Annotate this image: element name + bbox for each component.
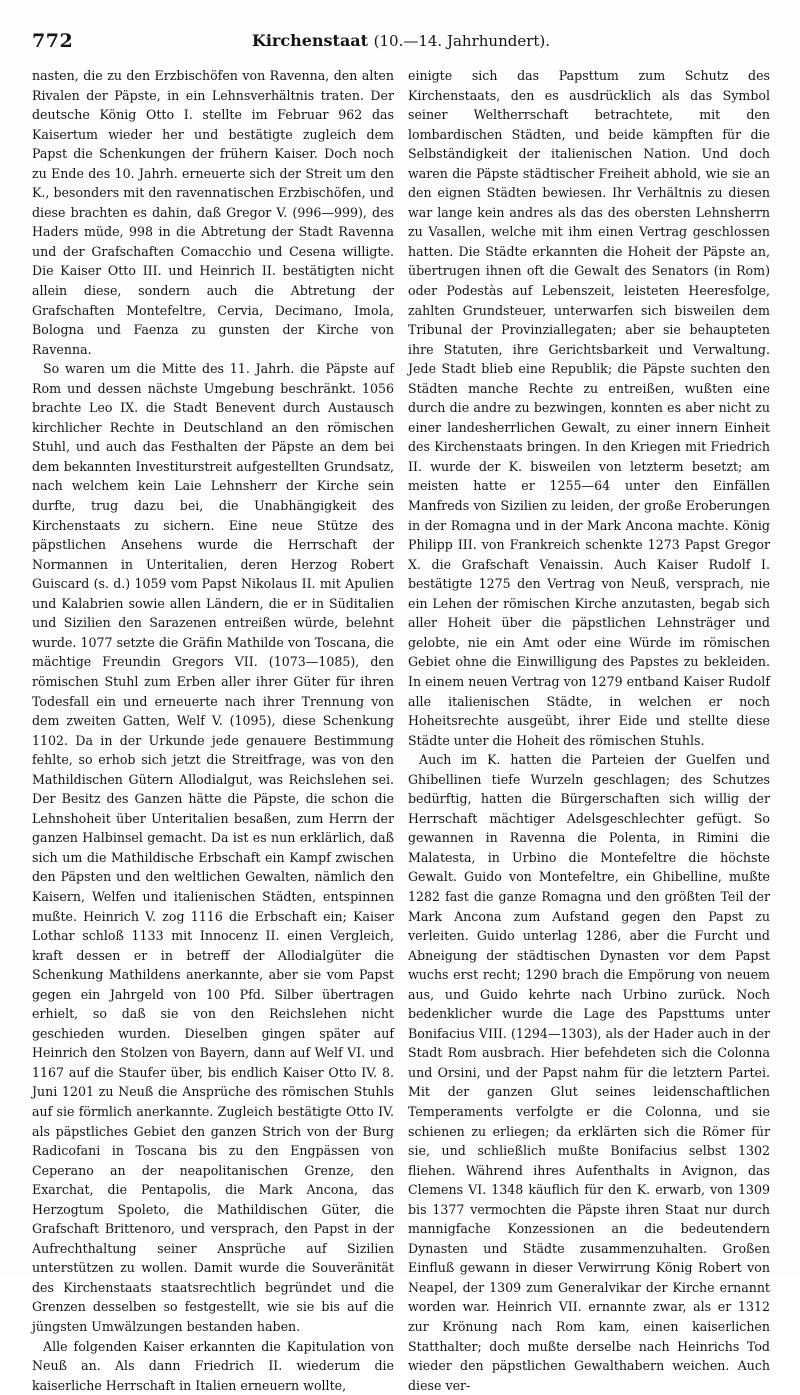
text-columns: [32, 66, 770, 1393]
paragraph: Alle folgenden Kaiser erkannten die Kapitulation von Neuß an. Als dann Friedrich II. wiederum die kaiserliche Herrschaft in Italien erneuern wollte,: [32, 1338, 394, 1393]
page-number: 772: [32, 30, 74, 52]
left-column: [32, 66, 394, 1393]
running-title-sub: (10.—14. Jahrhundert).: [373, 32, 551, 50]
right-column: [408, 66, 770, 1393]
running-title: [32, 31, 770, 50]
paragraph: So waren um die Mitte des 11. Jahrh. die Päpste auf Rom und dessen nächste Umgebung beschränkt. 1056 brachte Leo IX. die Stadt Benevent durch Austausch kirchlicher Rechte in Deutschland an den römischen Stuhl, und auch das Festhalten der Päpste an dem bei dem bekannten Investiturstreit aufgestellten Grundsatz, nach welchem kein Laie Lehnsherr der Kirche sein durfte, trug dazu bei, die Unabhängigkeit des Kirchenstaats zu sichern. Eine neue Stütze des päpstlichen Ansehens wurde die Herrschaft der Normannen in Unteritalien, deren Herzog Robert Guiscard (s. d.) 1059 vom Papst Nikolaus II. mit Apulien und Kalabrien sowie allen Ländern, die er in Süditalien und Sizilien den Sarazenen entreißen würde, belehnt wurde. 1077 setzte die Gräfin Mathilde von Toscana, die mächtige Freundin Gregors VII. (1073—1085), den römischen Stuhl zum Erben aller ihrer Güter für ihren Todesfall ein und erneuerte nach ihrer Trennung von dem zweiten Gatten, Welf V. (1095), diese Schenkung 1102. Da in der Urkunde jede genauere Bestimmung fehlte, so erhob sich jetzt die Streitfrage, was von den Mathildischen Gütern Allodialgut, was Reichslehen sei. Der Besitz des Ganzen hätte die Päpste, die schon die Lehnshoheit über Unteritalien besaßen, zum Herrn der ganzen Halbinsel gemacht. Da ist es nun erklärlich, daß sich um die Mathildische Erbschaft ein Kampf zwischen den Päpsten und den weltlichen Gewalten, nämlich den Kaisern, Welfen und italienischen Städten, entspinnen mußte. Heinrich V. zog 1116 die Erbschaft ein; Kaiser Lothar schloß 1133 mit Innocenz II. einen Vergleich, kraft dessen er in betreff der Allodialgüter die Schenkung Mathildens anerkannte, aber sie vom Papst gegen ein Jahrgeld von 100 Pfd. Silber übertragen erhielt, so daß sie von den Reichslehen nicht geschieden wurden. Dieselben gingen später auf Heinrich den Stolzen von Bayern, dann auf Welf VI. und 1167 auf die Staufer über, bis endlich Kaiser Otto IV. 8. Juni 1201 zu Neuß die Ansprüche des römischen Stuhls auf sie förmlich anerkannte. Zugleich bestätigte Otto IV. als päpstliches Gebiet den ganzen Strich von der Burg Radicofani in Toscana bis zu den Engpässen von Ceperano an der neapolitanischen Grenze, den Exarchat, die Pentapolis, die Mark Ancona, das Herzogtum Spoleto, die Mathildischen Güter, die Grafschaft Brittenoro, und versprach, den Papst in der Aufrechthaltung seiner Ansprüche auf Sizilien unterstützen zu wollen. Damit wurde die Souveränität des Kirchenstaats staatsrechtlich begründet und die Grenzen desselben so festgestellt, wie sie bis auf die jüngsten Umwälzungen bestanden haben.: [32, 361, 394, 1334]
paragraph: einigte sich das Papsttum zum Schutz des Kirchenstaats, den es ausdrücklich als das Symbol seiner Weltherrschaft betrachtete, mit den lombardischen Städten, und beide kämpften für die Selbständigkeit der italienischen Nation. Und doch waren die Päpste städtischer Freiheit abhold, wie sie an den eignen Städten bewiesen. Ihr Verhältnis zu diesen war lange kein andres als das des obersten Lehnsherrn zu Vasallen, welche mit ihm einen Vertrag geschlossen hatten. Die Städte erkannten die Hoheit der Päpste an, übertrugen ihnen oft die Gewalt des Senators (in Rom) oder Podestàs auf Lebenszeit, leisteten Heeresfolge, zahlten Grundsteuer, unterwarfen sich bisweilen dem Tribunal der Provinziallegaten; aber sie behaupteten ihre Statuten, ihre Gerichtsbarkeit und Verwaltung. Jede Stadt blieb eine Republik; die Päpste suchten den Städten manche Rechte zu entreißen, wußten eine durch die andre zu bezwingen, konnten es aber nicht zu einer landesherrlichen Gewalt, zu einer innern Einheit des Kirchenstaats bringen. In den Kriegen mit Friedrich II. wurde der K. bisweilen von letzterm besetzt; am meisten hatte er 1255—64 unter den Einfällen Manfreds von Sizilien zu leiden, der große Eroberungen in der Romagna und in der Mark Ancona machte. König Philipp III. von Frankreich schenkte 1273 Papst Gregor X. die Grafschaft Venaissin. Auch Kaiser Rudolf I. bestätigte 1275 den Vertrag von Neuß, versprach, nie ein Lehen der römischen Kirche anzutasten, begab sich aller Hoheit über die päpstlichen Lehnsträger und gelobte, nie ein Amt oder eine Würde im römischen Gebiet ohne die Einwilligung des Papstes zu bekleiden. In einem neuen Vertrag von 1279 entband Kaiser Rudolf alle italienischen Städte, in welchen er noch Hoheitsrechte ausgeübt, ihrer Eide und stellte diese Städte unter die Hoheit des römischen Stuhls.: [408, 68, 770, 748]
paragraph: Auch im K. hatten die Parteien der Guelfen und Ghibellinen tiefe Wurzeln geschlagen; des Schutzes bedürftig, hatten die Bürgerschaften sich willig der Herrschaft mächtiger Adelsgeschlechter gefügt. So gewannen in Ravenna die Polenta, in Rimini die Malatesta, in Urbino die Montefeltre die höchste Gewalt. Guido von Montefeltre, ein Ghibelline, mußte 1282 fast die ganze Romagna und den größten Teil der Mark Ancona zum Aufstand gegen den Papst zu verleiten. Guido unterlag 1286, aber die Furcht und Abneigung der städtischen Dynasten vor dem Papst wuchs erst recht; 1290 brach die Empörung von neuem aus, und Guido kehrte nach Urbino zurück. Noch bedenklicher wurde die Lage des Papsttums unter Bonifacius VIII. (1294—1303), als der Hader auch in der Stadt Rom ausbrach. Hier befehdeten sich die Colonna und Orsini, und der Papst nahm für die letztern Partei. Mit der ganzen Glut seines leidenschaftlichen Temperaments verfolgte er die Colonna, und sie schienen zu erliegen; da erklärten sich die Römer für sie, und schließlich mußte Bonifacius selbst 1302 fliehen. Während ihres Aufenthalts in Avignon, das Clemens VI. 1348 käuflich für den K. erwarb, von 1309 bis 1377 vermochten die Päpste ihren Staat nur durch mannigfache Konzessionen an die bedeutendern Dynasten und Städte zusammenzuhalten. Großen Einfluß gewann in dieser Verwirrung König Robert von Neapel, der 1309 zum Generalvikar der Kirche ernannt worden war. Heinrich VII. ernannte zwar, als er 1312 zur Krönung nach Rom kam, einen kaiserlichen Statthalter; doch mußte derselbe nach Heinrichs Tod wieder den päpstlichen Gewalthabern weichen. Auch diese ver-: [408, 752, 770, 1393]
paragraph: nasten, die zu den Erzbischöfen von Ravenna, den alten Rivalen der Päpste, in ein Lehnsverhältnis traten. Der deutsche König Otto I. stellte im Februar 962 das Kaisertum wieder her und bestätigte zugleich dem Papst die Schenkungen der frühern Kaiser. Doch noch zu Ende des 10. Jahrh. erneuerte sich der Streit um den K., besonders mit den ravennatischen Erzbischöfen, und diese brachten es dahin, daß Gregor V. (996—999), des Haders müde, 998 in die Abtretung der Stadt Ravenna und der Grafschaften Comacchio und Cesena willigte. Die Kaiser Otto III. und Heinrich II. bestätigten nicht allein diese, sondern auch die Abtretung der Grafschaften Montefeltre, Cervia, Decimano, Imola, Bologna und Faenza zu gunsten der Kirche von Ravenna.: [32, 68, 394, 357]
running-title-main: Kirchenstaat: [251, 31, 369, 50]
page-header: [32, 30, 770, 58]
